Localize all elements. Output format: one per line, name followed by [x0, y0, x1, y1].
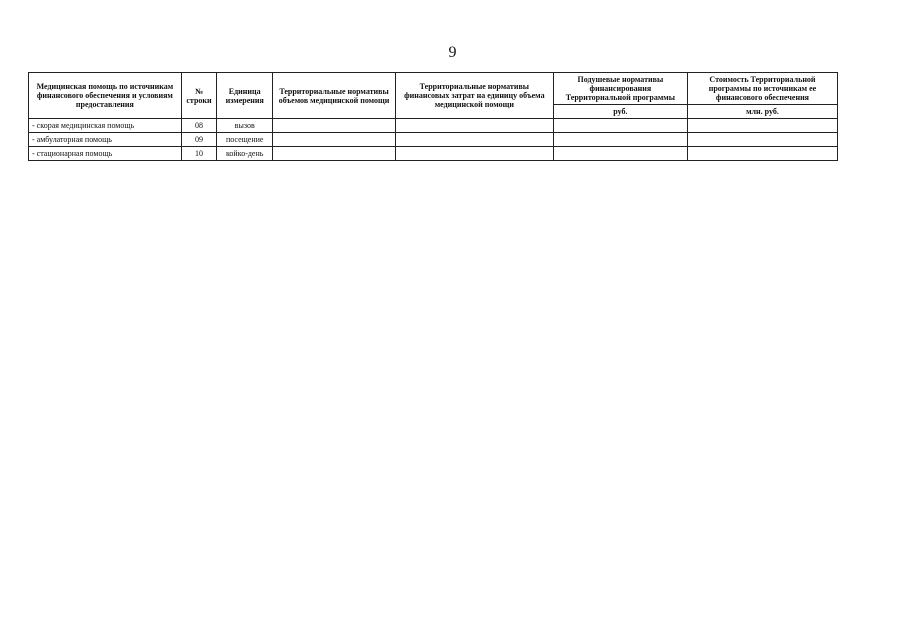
- row-number: 08: [181, 119, 216, 133]
- financing-table: [28, 72, 838, 161]
- table-row: [29, 133, 838, 147]
- col-volume-header: Территориальные нормативы объемов медицинской помощи: [273, 73, 396, 119]
- row-label: - амбулаторная помощь: [29, 133, 182, 147]
- row-unit: посещение: [217, 133, 273, 147]
- row-label: - скорая медицинская помощь: [29, 119, 182, 133]
- col-cost-header: Территориальные нормативы финансовых затрат на единицу объема медицинской помощи: [395, 73, 553, 119]
- row-number: 10: [181, 147, 216, 161]
- group-program-cost-header: Стоимость Территориальной программы по источникам ее финансового обеспечения: [687, 73, 837, 105]
- col-service-header: Медицинская помощь по источникам финансового обеспечения и условиям предоставления: [29, 73, 182, 119]
- group-per-capita-header: Подушевые нормативы финансирования Территориальной программы: [553, 73, 687, 105]
- col-row-header: № строки: [181, 73, 216, 119]
- row-unit: вызов: [217, 119, 273, 133]
- col-unit-header: Единица измерения: [217, 73, 273, 119]
- row-unit: койко-день: [217, 147, 273, 161]
- row-label: - стационарная помощь: [29, 147, 182, 161]
- unit-mln-rub: млн. руб.: [687, 105, 837, 119]
- table-row: [29, 147, 838, 161]
- row-number: 09: [181, 133, 216, 147]
- unit-rub: руб.: [553, 105, 687, 119]
- table-row: [29, 119, 838, 133]
- page-number: 9: [448, 44, 457, 61]
